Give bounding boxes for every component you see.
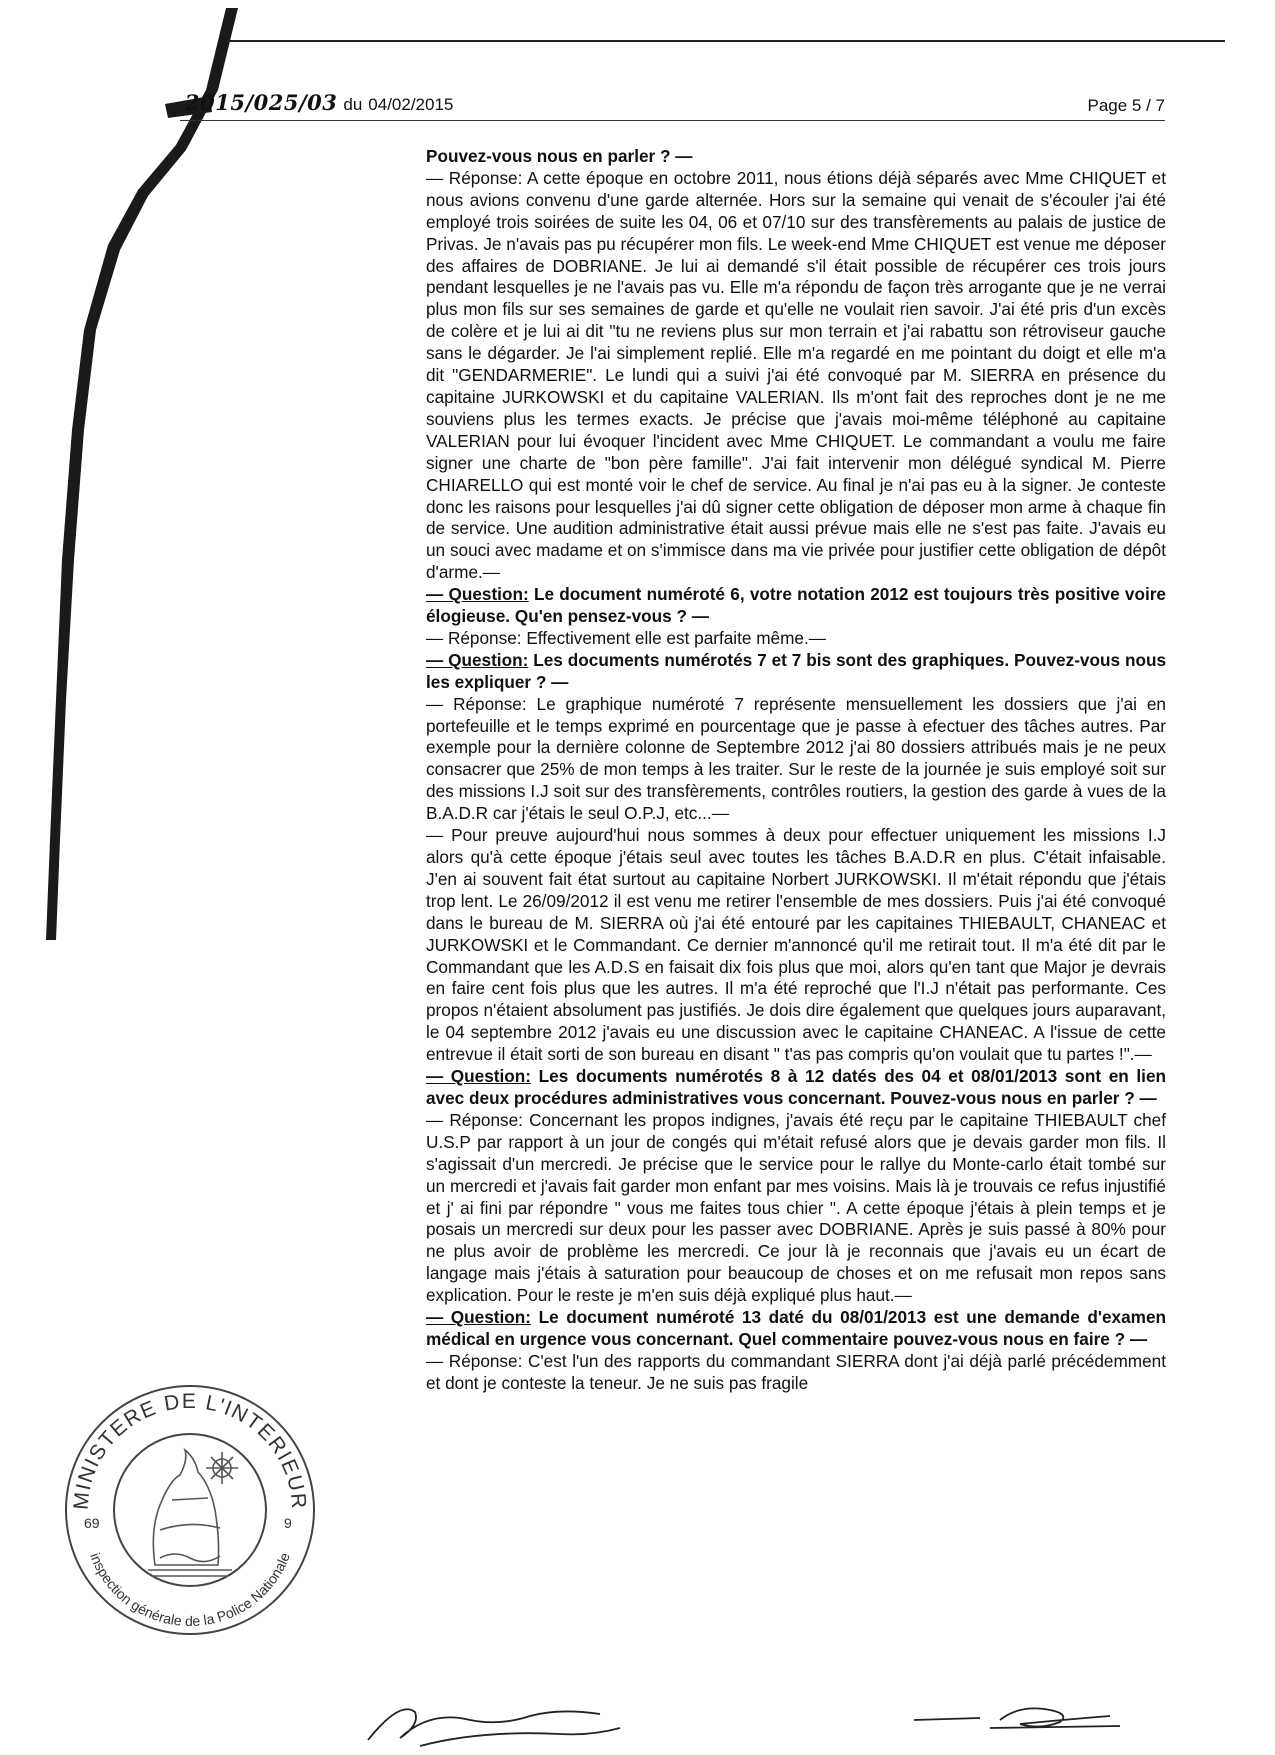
question-paragraph [426, 1307, 1166, 1351]
answer-paragraph: — Réponse: Effectivement elle est parfaite même.— [426, 627, 826, 648]
question-label: — Question: [426, 1307, 531, 1328]
answer-paragraph: — Réponse: C'est l'un des rapports du commandant SIERRA dont j'ai déjà parlé précédemment et dont je conteste la teneur. Je ne suis pas fragile [426, 1350, 1166, 1393]
transcript-body [426, 146, 1166, 1395]
top-rule [225, 40, 1225, 42]
answer-paragraph: — Réponse: Concernant les propos indignes, j'avais été reçu par le capitaine THIEBAULT chef U.S.P par rapport à un jour de congés qui m'était refusé alors que je devais garder mon fils. Il s'agissait d'un mercredi. Je précise que le service pour le rallye du Monte-carlo était tombé sur un mercredi et j'avais fait garder mon enfant par mes voisins. Mais là je trouvais ce refus injustifié et j' ai fini par répondre " vous me faites tous chier ". A cette époque j'étais à plein temps et je posais un mercredi sur deux pour les passer avec DOBRIANE. Après je suis passé à 80% pour ne plus avoir de problème les mercredi. Ce jour là je reconnais que j'avais eu un écart de langage mais j'étais à saturation pour beaucoup de choses et on me refusait mon repos sans explication. Pour le reste je m'en suis déjà expliqué plus haut.— [426, 1109, 1166, 1306]
answer-paragraph: — Réponse: A cette époque en octobre 2011, nous étions déjà séparés avec Mme CHIQUET et nous avions convenu d'une garde alternée. Hors sur la semaine qui venait de s'écouler j'ai été employé trois soirées de suite les 04, 06 et 07/10 sur des transfèrements au palais de justice de Privas. Je n'avais pas pu récupérer mon fils. Le week-end Mme CHIQUET est venue me déposer des affaires de DOBRIANE. Je lui ai demandé s'il était possible de récupérer ces trois jours pendant lesquelles je ne l'avais pas vu. Elle m'a répondu de façon très arrogante que je ne verrai plus mon fils sur ses semaines de garde et qu'elle ne voulait rien savoir. J'ai été pris d'un excès de colère et je lui ai dit "tu ne reviens plus sur mon terrain et j'ai rabattu son rétroviseur gauche sans le dégarder. Je l'ai simplement replié. Elle m'a regardé en me pointant du doigt et elle m'a dit "GENDARMERIE". Le lundi qui a suivi j'ai été convoqué par M. SIERRA en présence du capitaine JURKOWSKI et du capitaine VALERIAN. Ils m'ont fait des reproches dont je ne me souviens plus les termes exacts. Je précise que j'avais moi-même téléphoné au capitaine VALERIAN pour lui évoquer l'incident avec Mme CHIQUET. Le commandant a voulu me faire signer une charte de "bon père famille". J'ai fait intervenir mon délégué syndical M. Pierre CHIARELLO qui est monté voir le chef de service. Au final je n'ai pas eu à la signer. Je conteste donc les raisons pour lesquelles j'ai dû signer cette obligation de déposer mon arme à chaque fin de service. Une audition administrative était aussi prévue mais elle ne s'est pas faite. J'avais eu un souci avec madame et on s'immisce dans ma vie privée pour justifier cette obligation de dépôt d'arme.— [426, 167, 1166, 583]
signature-left [360, 1690, 660, 1754]
question-paragraph [426, 584, 1166, 628]
marianne-emblem-icon [148, 1450, 238, 1576]
ministry-stamp [60, 1380, 320, 1640]
stamp-left-number: 69 [84, 1515, 100, 1531]
answer-paragraph: — Pour preuve aujourd'hui nous sommes à deux pour effectuer uniquement les missions I.J alors qu'à cette époque j'étais seul avec toutes les tâches B.A.D.R en plus. C'était infaisable. J'en ai souvent fait état surtout au capitaine Norbert JURKOWSKI. Il m'était répondu que j'étais trop lent. Le 26/09/2012 il est venu me retirer l'ensemble de mes dossiers. Puis j'ai été convoqué dans le bureau de M. SIERRA où j'ai été entouré par les capitaines THIEBAULT, CHANEAC et JURKOWSKI et le Commandant. Ce dernier m'annoncé qu'il me retirait tout. Il m'a été dit par le Commandant que les A.D.S en faisait dix fois plus que moi, alors qu'en tant que Major je devrais en faire cent fois plus que les autres. Il m'a été reproché que l'I.J n'était pas performante. Ces propos n'étaient absolument pas justifiés. Je dois dire également que quelques jours auparavant, le 04 septembre 2012 j'avais eu une discussion avec le capitaine CHANEAC. A l'issue de cette entrevue il était sorti de son bureau en disant " t'as pas compris qu'on voulait que tu partes !".— [426, 825, 1166, 1065]
header-rule [180, 120, 1165, 121]
question-text: Le document numéroté 13 daté du 08/01/2013 est une demande d'examen médical en urgence vous concernant. Quel commentaire pouvez-vous nous en faire ? — [426, 1307, 1167, 1349]
question-text: Les documents numérotés 8 à 12 datés des 04 et 08/01/2013 sont en lien avec deux procédures administratives vous concernant. Pouvez-vous nous en parler ? — [426, 1066, 1166, 1108]
signature-right [910, 1690, 1140, 1740]
answer-paragraph: — Réponse: Le graphique numéroté 7 représente mensuellement les dossiers que j'ai en portefeuille et le temps exprimé en pourcentage que je passe à efectuer des tâches autres. Par exemple pour la dernière colonne de Septembre 2012 j'ai 80 dossiers attribués mais je ne peux consacrer que 25% de mon temps à les traiter. Sur le reste de la journée je suis employé soit sur des missions I.J soit sur des transfèrements, contrôles routiers, la gestion des garde à vues de la B.A.D.R car j'étais le seul O.P.J, etc...— [426, 693, 1166, 824]
question-text: Le document numéroté 6, votre notation 2012 est toujours très positive voire élogieuse. Qu'en pensez-vous ? — [426, 584, 1166, 627]
question-label: — Question: [426, 584, 529, 605]
question-label: — Question: [426, 649, 529, 670]
stamp-top-text: MINISTERE DE L'INTERIEUR [69, 1389, 311, 1511]
question-text: Les documents numérotés 7 et 7 bis sont des graphiques. Pouvez-vous nous les expliquer ? — [426, 649, 1167, 692]
date-prefix: du [343, 95, 363, 114]
question-continuation: Pouvez-vous nous en parler ? — [426, 146, 693, 166]
question-label: — Question: [426, 1066, 532, 1087]
stamp-bottom-text: inspection générale de la Police Nationale [87, 1550, 293, 1630]
question-paragraph [426, 650, 1166, 694]
page-number: Page 5 / 7 [1087, 96, 1165, 115]
document-date: 04/02/2015 [368, 95, 454, 114]
stamp-right-number: 9 [284, 1515, 292, 1531]
reference-number: 2015/025/03 [185, 90, 338, 115]
header-reference-block [185, 90, 453, 115]
question-paragraph [426, 1066, 1166, 1110]
